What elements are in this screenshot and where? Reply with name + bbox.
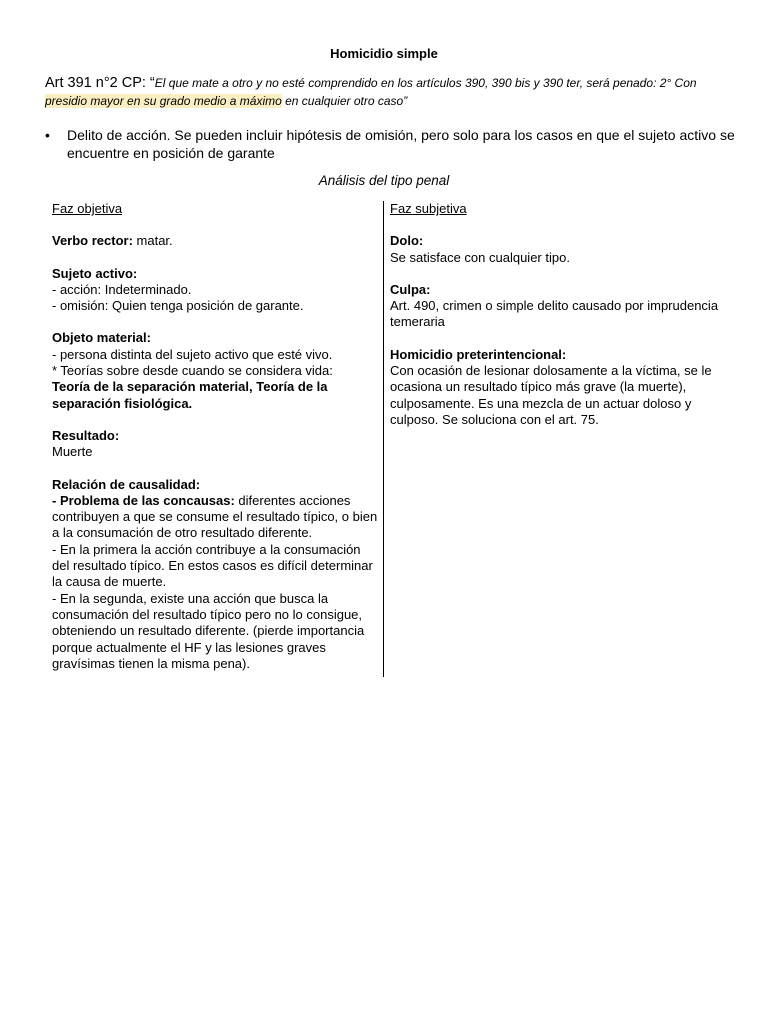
left-heading: Faz objetiva (52, 201, 123, 216)
left-column (52, 201, 378, 672)
bullet-item (45, 126, 735, 162)
verbo-rector-label: Verbo rector: (52, 233, 133, 249)
resultado-block (52, 428, 378, 461)
relacion-causalidad-label: Relación de causalidad: (52, 476, 201, 492)
article-lead: Art 391 n°2 CP: “ (45, 75, 155, 91)
dolo-block (390, 233, 720, 266)
sujeto-activo-line: - acción: Indeterminado. (52, 281, 192, 297)
concausas-paragraph (52, 493, 378, 542)
article-citation (45, 74, 735, 110)
homicidio-preterintencional-label: Homicidio preterintencional: (390, 346, 567, 362)
right-column (390, 201, 720, 428)
homicidio-preterintencional-value: Con ocasión de lesionar dolosamente a la víctima, se le ocasiona un resultado típico más grave (la muerte), culposamente. Es una mezcla de un actuar doloso y culposo. Se soluciona con el art. 75. (390, 363, 712, 427)
section-subtitle: Análisis del tipo penal (318, 173, 450, 188)
resultado-label: Resultado: (52, 427, 120, 443)
bullet-text: Delito de acción. Se pueden incluir hipótesis de omisión, pero solo para los casos en que el sujeto activo se encuentre en posición de garante (67, 127, 735, 161)
teorias-bold: Teoría de la separación material, Teoría de la separación fisiológica. (52, 379, 328, 411)
right-heading: Faz subjetiva (390, 201, 467, 216)
verbo-rector-block (52, 233, 378, 249)
culpa-block (390, 282, 720, 331)
homicidio-preterintencional-block (390, 347, 720, 428)
segunda-paragraph: - En la segunda, existe una acción que busca la consumación del resultado típico pero no lo consigue, obteniendo un resultado diferente. (pierde importancia porque actualmente el HF y las lesiones graves gravísimas tienen la misma pena). (52, 590, 365, 671)
objeto-material-line: - persona distinta del sujeto activo que esté vivo. (52, 346, 333, 362)
resultado-value: Muerte (52, 444, 93, 460)
column-divider (383, 201, 384, 677)
bullet-icon: • (45, 127, 50, 143)
culpa-label: Culpa: (390, 281, 431, 297)
concausas-label: - Problema de las concausas: (52, 492, 235, 508)
document-title: Homicidio simple (330, 46, 438, 61)
primera-paragraph: - En la primera la acción contribuye a la consumación del resultado típico. En estos casos es difícil determinar la causa de muerte. (52, 541, 373, 590)
highlighted-penalty: presidio mayor en su grado medio a máximo (45, 94, 282, 108)
article-quote-start: El que mate a otro y no esté comprendido en los artículos 390, 390 bis y 390 ter, será penado: 2° Con (154, 76, 697, 90)
sujeto-activo-line: - omisión: Quien tenga posición de garante. (52, 298, 304, 314)
verbo-rector-value: matar. (132, 233, 173, 249)
article-quote-end: en cualquier otro caso” (281, 94, 408, 108)
sujeto-activo-label: Sujeto activo: (52, 265, 138, 281)
objeto-material-label: Objeto material: (52, 330, 151, 346)
dolo-value: Se satisface con cualquier tipo. (390, 249, 570, 265)
dolo-label: Dolo: (390, 233, 424, 249)
concausas-text: diferentes acciones contribuyen a que se consume el resultado típico, o bien a la consumación de otro resultado diferente. (52, 492, 378, 541)
culpa-value: Art. 490, crimen o simple delito causado por imprudencia temeraria (390, 298, 719, 330)
relacion-causalidad-block (52, 477, 378, 673)
sujeto-activo-block (52, 266, 378, 315)
teorias-line: * Teorías sobre desde cuando se considera vida: (52, 363, 333, 379)
objeto-material-block (52, 330, 378, 411)
